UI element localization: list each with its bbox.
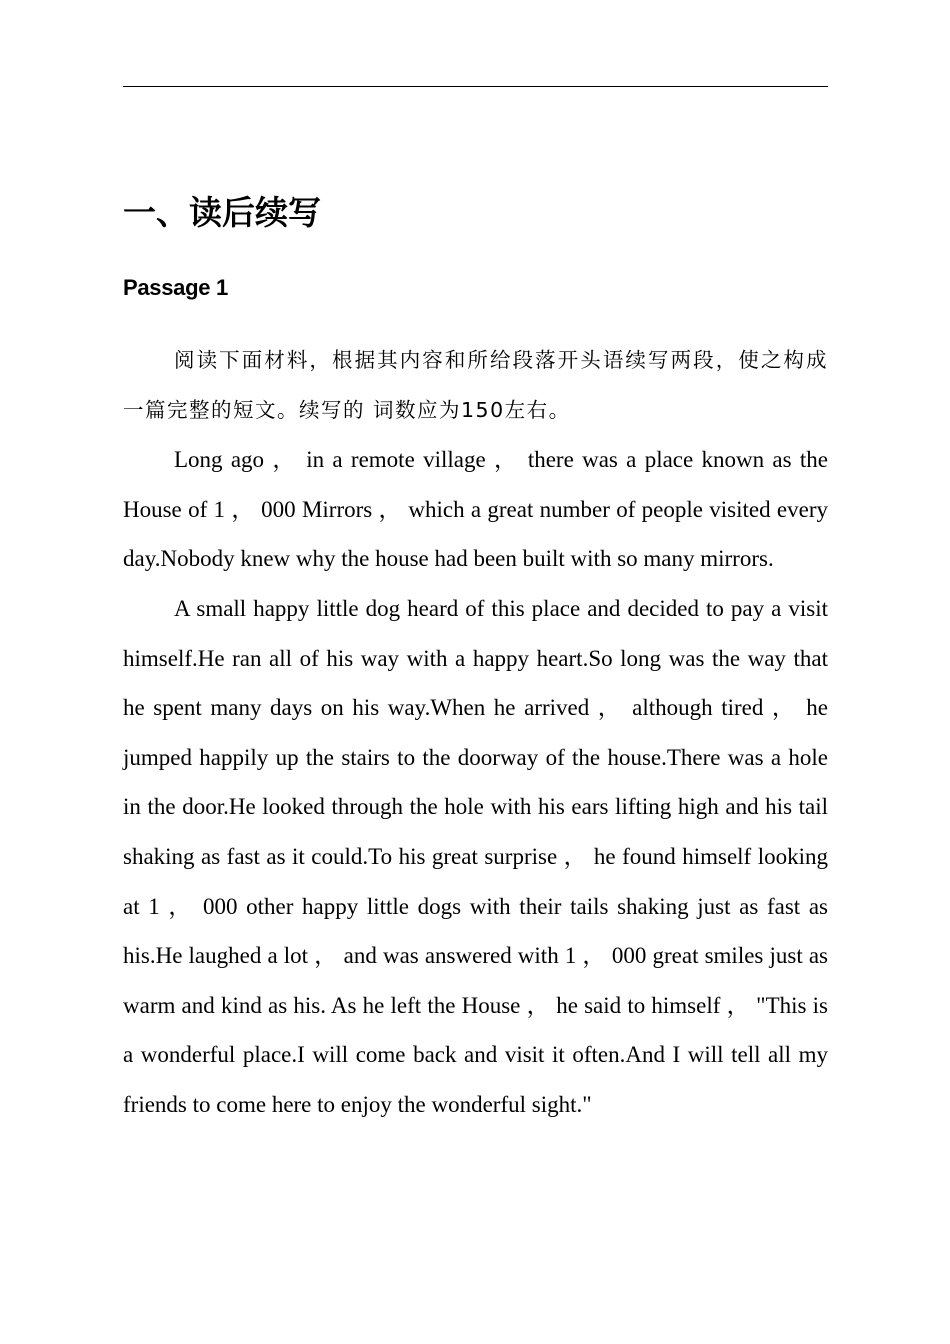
story-paragraph-2: A small happy little dog heard of this place and decided to pay a visit himself.He ran all of his way with a happy heart.So long was the way that he spent many days on his way.When he arrived ， although tired ， he jumped happily up the stairs to the doorway of the house.There was a hole in the door.He looked through the hole with his ears lifting high and his tail shaking as fast as it could.To his great surprise ， he found himself looking at 1 ， 000 other happy little dogs with their tails shaking just as fast as his.He laughed a lot ， and was answered with 1 ， 000 great smiles just as warm and kind as his. As he left the House ， he said to himself ， "This is a wonderful place.I will come back and visit it often.And I will tell all my friends to come here to enjoy the wonderful sight." xyxy=(123,595,828,1117)
section-heading: 一、读后续写 xyxy=(123,193,321,232)
story-paragraph-1: Long ago ， in a remote village ， there was a place known as the House of 1 ， 000 Mirrors ， which a great number of people visited every day.Nobody knew why the house had been built with so many mirrors. xyxy=(123,447,828,572)
instruction-paragraph: 阅读下面材料，根据其内容和所给段落开头语续写两段，使之构成一篇完整的短文。续写的 词数应为150左右。 xyxy=(123,348,828,422)
passage-body xyxy=(123,336,828,1130)
header-rule xyxy=(123,86,828,87)
passage-title: Passage 1 xyxy=(123,275,228,300)
